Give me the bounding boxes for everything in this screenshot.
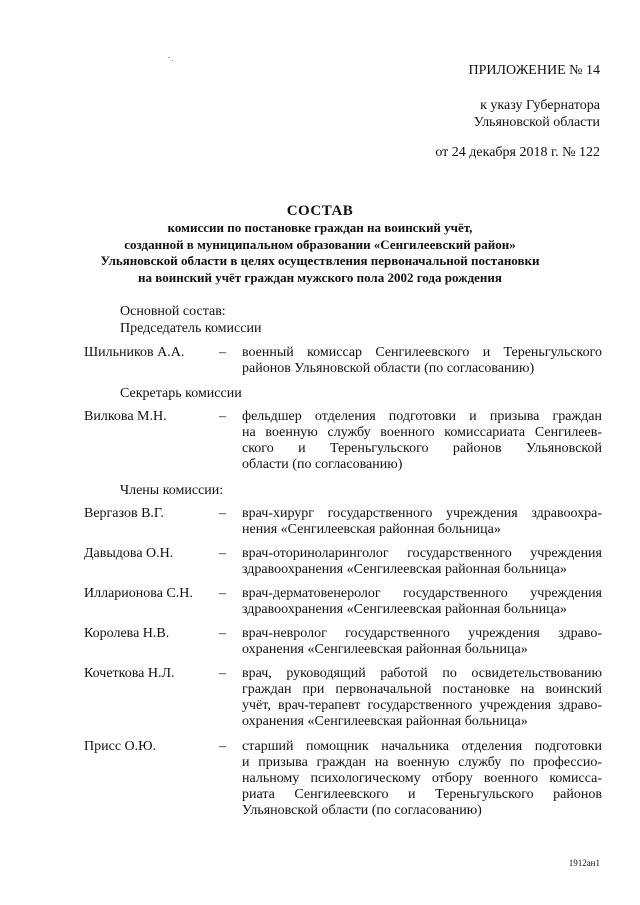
position-line: фельдшер отделения подготовки и призыва граждан	[242, 409, 602, 424]
position-line: на военную службу военного комиссариата Сенгилеев-	[242, 425, 602, 440]
decree-date: от 24 декабря 2018 г. № 122	[435, 145, 600, 160]
person-name: Кочеткова Н.Л.	[84, 666, 175, 681]
section-main-staff: Основной состав:	[120, 304, 226, 319]
position-line: ского и Тереньгульского районов Ульяновской	[242, 441, 602, 456]
person-name: Вергазов В.Г.	[84, 506, 164, 521]
subtitle-line: комиссии по постановке граждан на воинский учёт,	[167, 220, 473, 235]
person-position	[242, 345, 602, 377]
person-position	[242, 666, 602, 730]
section-secretary: Секретарь комиссии	[120, 386, 242, 401]
dash-separator: –	[219, 546, 226, 561]
dash-separator: –	[219, 586, 226, 601]
position-line: врач, руководящий работой по освидетельствованию	[242, 666, 602, 681]
position-line: Ульяновской области (по согласованию)	[242, 803, 482, 818]
subtitle-line: Ульяновской области в целях осуществления первоначальной постановки	[100, 253, 540, 268]
position-line: области (по согласованию)	[242, 457, 403, 472]
dash-separator: –	[219, 666, 226, 681]
person-position	[242, 626, 602, 658]
dash-separator: –	[219, 626, 226, 641]
person-position	[242, 586, 602, 618]
position-line: риата Сенгилеевского и Тереньгульского районов	[242, 787, 602, 802]
person-name: Илларионова С.Н.	[84, 586, 193, 601]
section-chairman: Председатель комиссии	[120, 321, 262, 336]
subtitle-line: созданной в муниципальном образовании «Сенгилеевский район»	[124, 236, 516, 252]
position-line: нения «Сенгилеевская районная больница»	[242, 522, 501, 537]
scan-speck	[172, 60, 173, 61]
person-position	[242, 739, 602, 819]
document-title: СОСТАВ	[286, 203, 354, 219]
person-name: Давыдова О.Н.	[84, 546, 174, 561]
person-name: Присс О.Ю.	[84, 739, 157, 754]
document-subtitle	[0, 220, 640, 286]
position-line: врач-дерматовенеролог государственного учреждения	[242, 586, 602, 601]
person-name: Вилкова М.Н.	[84, 409, 167, 424]
person-name: Королева Н.В.	[84, 626, 170, 641]
position-line: охранения «Сенгилеевская районная больница»	[242, 714, 528, 729]
subtitle-line: на воинский учёт граждан мужского пола 2002 года рождения	[138, 269, 502, 285]
position-line: здравоохранения «Сенгилеевская районная больница»	[242, 562, 567, 577]
dash-separator: –	[219, 345, 226, 360]
position-line: и призыва граждан на военную службу по профессио-	[242, 755, 602, 770]
decree-line-2: Ульяновской области	[473, 115, 600, 130]
position-line: старший помощник начальника отделения подготовки	[242, 739, 602, 754]
position-line: районов Ульяновской области (по согласованию)	[242, 361, 535, 376]
dash-separator: –	[219, 409, 226, 424]
position-line: военный комиссар Сенгилеевского и Тереньгульского	[242, 345, 602, 360]
position-line: учёт, врач-терапевт государственного учреждения здраво-	[242, 698, 602, 713]
document-code: 1912ан1	[568, 858, 600, 868]
position-line: граждан при первоначальной постановке на воинский	[242, 682, 602, 697]
appendix-number: ПРИЛОЖЕНИЕ № 14	[468, 63, 600, 78]
position-line: врач-невролог государственного учреждения здраво-	[242, 626, 602, 641]
decree-line-1: к указу Губернатора	[480, 98, 600, 113]
dash-separator: –	[219, 506, 226, 521]
position-line: здравоохранения «Сенгилеевская районная больница»	[242, 602, 567, 617]
position-line: врач-оториноларинголог государственного учреждения	[242, 546, 602, 561]
scan-speck	[168, 57, 170, 58]
person-position	[242, 409, 602, 473]
position-line: охранения «Сенгилеевская районная больница»	[242, 642, 528, 657]
position-line: врач-хирург государственного учреждения здравоохра-	[242, 506, 602, 521]
section-members: Члены комиссии:	[120, 483, 224, 498]
person-name: Шильников А.А.	[84, 345, 185, 360]
position-line: нальному психологическому отбору военного комисса-	[242, 771, 602, 786]
dash-separator: –	[219, 739, 226, 754]
person-position	[242, 506, 602, 538]
person-position	[242, 546, 602, 578]
